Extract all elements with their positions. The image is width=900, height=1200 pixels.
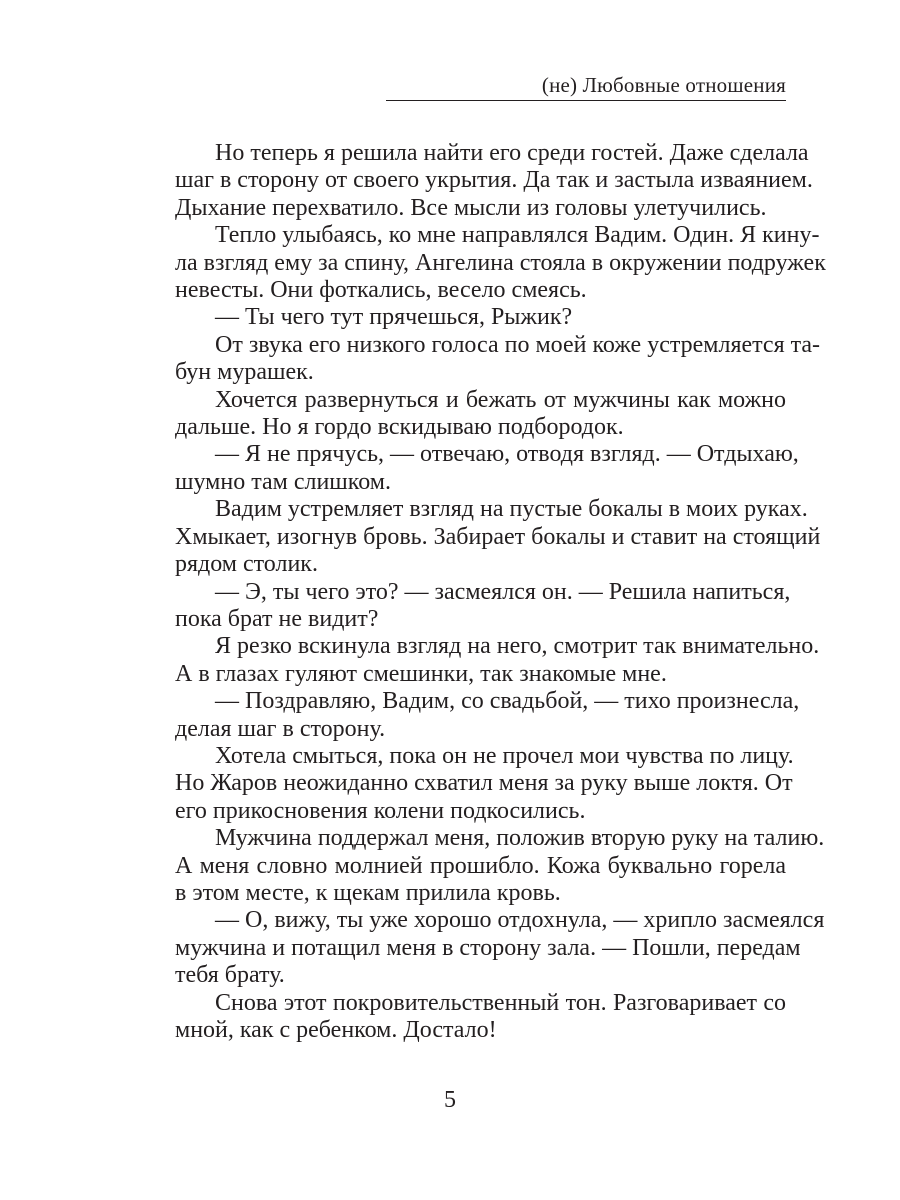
text-line: Хотела смыться, пока он не прочел мои чувства по лицу. — [215, 742, 794, 769]
text-line: Вадим устремляет взгляд на пустые бокалы в моих руках. — [215, 496, 808, 523]
text-line: дальше. Но я гордо вскидываю подбородок. — [175, 414, 624, 441]
text-line: мужчина и потащил меня в сторону зала. — Пошли, передам — [175, 934, 801, 961]
text-line: — Э, ты чего это? — засмеялся он. — Решила напиться, — [215, 578, 791, 605]
paragraph — [135, 633, 820, 688]
paragraph — [135, 907, 825, 989]
text-line: Снова этот покровительственный тон. Разговаривает со — [215, 989, 786, 1016]
paragraph — [135, 496, 821, 578]
text-line: А меня словно молнией прошибло. Кожа буквально горела — [175, 852, 786, 879]
header-rule — [386, 100, 786, 101]
paragraph — [135, 140, 813, 222]
paragraph — [135, 222, 826, 304]
text-line: От звука его низкого голоса по моей коже устремляется та- — [215, 331, 821, 358]
paragraph — [135, 441, 799, 496]
paragraph — [135, 990, 786, 1045]
text-line: Хочется развернуться и бежать от мужчины как можно — [215, 386, 786, 413]
text-line: рядом столик. — [175, 551, 318, 578]
text-line: шаг в сторону от своего укрытия. Да так и застыла изваянием. — [175, 167, 813, 194]
text-line: мной, как с ребенком. Достало! — [175, 1017, 497, 1043]
text-line: Дыхание перехватило. Все мысли из головы улетучились. — [175, 194, 767, 221]
text-line: А в глазах гуляют смешинки, так знакомые мне. — [175, 660, 667, 687]
paragraph — [135, 304, 786, 331]
paragraph — [135, 742, 794, 825]
text-line: — Я не прячусь, — отвечаю, отводя взгляд. — Отдыхаю, — [215, 441, 799, 468]
paragraph — [135, 387, 786, 442]
text-line: невесты. Они фоткались, весело смеясь. — [175, 277, 587, 304]
text-line: тебя брату. — [175, 962, 285, 989]
text-line: Я резко вскинула взгляд на него, смотрит так внимательно. — [215, 633, 820, 660]
text-line: — Поздравляю, Вадим, со свадьбой, — тихо произнесла, — [215, 688, 800, 715]
paragraph — [135, 688, 800, 743]
text-line: Мужчина поддержал меня, положив вторую руку на талию. — [215, 825, 825, 852]
text-line: ла взгляд ему за спину, Ангелина стояла в окружении подружек — [175, 249, 826, 276]
text-line: пока брат не видит? — [175, 605, 379, 632]
body-text — [135, 140, 826, 1044]
text-line: его прикосновения колени подкосились. — [175, 797, 586, 824]
paragraph — [135, 825, 825, 907]
paragraph — [135, 331, 821, 387]
text-line: в этом месте, к щекам прилила кровь. — [175, 879, 561, 906]
text-line: делая шаг в сторону. — [175, 715, 386, 742]
text-line: — О, вижу, ты уже хорошо отдохнула, — хрипло засмеялся — [215, 907, 825, 934]
text-line: шумно там слишком. — [175, 468, 391, 495]
page-number: 5 — [444, 1087, 456, 1113]
text-line: Но теперь я решила найти его среди гостей. Даже сделала — [215, 140, 809, 166]
running-header-block — [386, 60, 786, 104]
text-line: Но Жаров неожиданно схватил меня за руку выше локтя. От — [175, 770, 793, 797]
text-line: Хмыкает, изогнув бровь. Забирает бокалы и ставит на стоящий — [175, 523, 821, 550]
text-line: — Ты чего тут прячешься, Рыжик? — [215, 304, 573, 331]
running-header-title: (не) Любовные отношения — [541, 73, 786, 97]
paragraph — [135, 578, 791, 634]
text-line: Тепло улыбаясь, ко мне направлялся Вадим. Один. Я кину- — [215, 222, 820, 249]
text-line: бун мурашек. — [175, 359, 314, 386]
